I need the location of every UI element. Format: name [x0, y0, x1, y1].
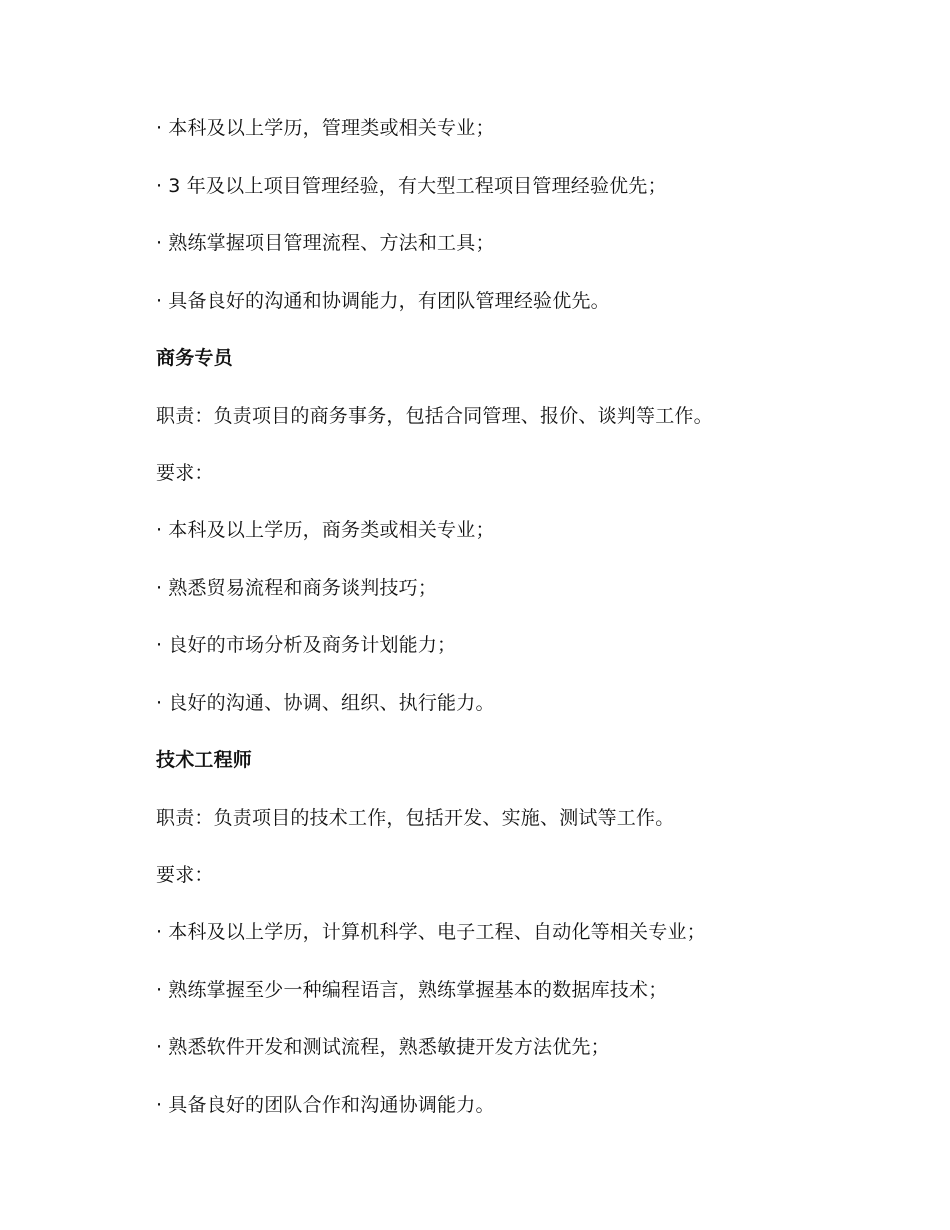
list-item: · 本科及以上学历，管理类或相关专业；: [156, 117, 495, 139]
list-item: · 3 年及以上项目管理经验，有大型工程项目管理经验优先；: [156, 175, 667, 197]
bullet-icon: ·: [156, 117, 163, 139]
bullet-icon: ·: [156, 979, 163, 1001]
duty-text: 职责：负责项目的技术工作，包括开发、实施、测试等工作。: [156, 807, 675, 829]
list-item: · 熟练掌握项目管理流程、方法和工具；: [156, 232, 495, 254]
list-item: · 具备良好的团队合作和沟通协调能力。: [156, 1094, 495, 1116]
list-item: · 具备良好的沟通和协调能力，有团队管理经验优先。: [156, 290, 610, 312]
list-item: · 熟悉软件开发和测试流程，熟悉敏捷开发方法优先；: [156, 1036, 610, 1058]
bullet-icon: ·: [156, 290, 163, 312]
bullet-icon: ·: [156, 175, 163, 197]
bullet-icon: ·: [156, 921, 163, 943]
section-title-business: 商务专员: [156, 347, 233, 369]
list-item: · 本科及以上学历，商务类或相关专业；: [156, 519, 495, 541]
bullet-icon: ·: [156, 634, 163, 656]
list-item: · 熟练掌握至少一种编程语言，熟练掌握基本的数据库技术；: [156, 979, 668, 1001]
list-item: · 本科及以上学历，计算机科学、电子工程、自动化等相关专业；: [156, 921, 706, 943]
bullet-icon: ·: [156, 692, 163, 714]
bullet-icon: ·: [156, 577, 163, 599]
list-item: · 熟悉贸易流程和商务谈判技巧；: [156, 577, 438, 599]
requirements-label: 要求：: [156, 462, 214, 484]
list-item: · 良好的市场分析及商务计划能力；: [156, 634, 457, 656]
list-item: · 良好的沟通、协调、组织、执行能力。: [156, 692, 495, 714]
section-title-tech: 技术工程师: [156, 749, 253, 771]
bullet-icon: ·: [156, 1036, 163, 1058]
bullet-icon: ·: [156, 519, 163, 541]
bullet-icon: ·: [156, 1094, 163, 1116]
bullet-icon: ·: [156, 232, 163, 254]
requirements-label: 要求：: [156, 864, 214, 886]
duty-text: 职责：负责项目的商务事务，包括合同管理、报价、谈判等工作。: [156, 405, 713, 427]
